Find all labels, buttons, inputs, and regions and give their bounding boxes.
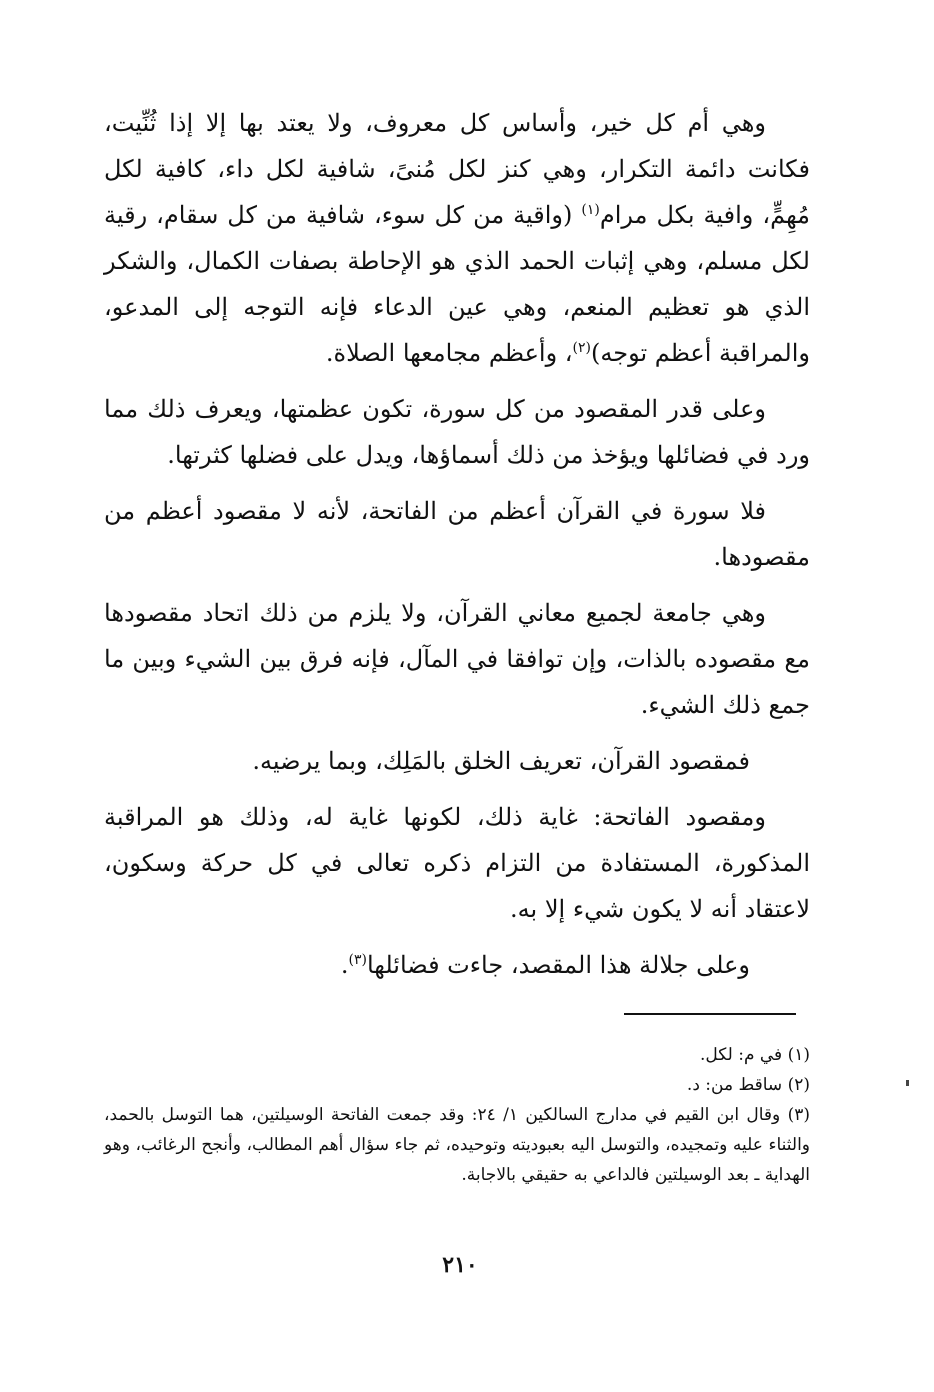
footnote-ref-2: (٢): [572, 340, 591, 356]
paragraph-7: [104, 942, 810, 988]
paragraph-6: ومقصود الفاتحة: غاية ذلك، لكونها غاية له، وذلك هو المراقبة المذكورة، المستفادة من التزام ذكره تعالى في كل حركة وسكون، لاعتقاد أنه لا يكون شيء إلا به.: [104, 803, 810, 923]
paragraph-5: فمقصود القرآن، تعريف الخلق بالمَلِك، وبما يرضيه.: [252, 747, 750, 775]
paragraph-1-part-1: وهي أم كل خير، وأساس كل معروف، ولا يعتد بها إلا إذا ثُنِّيت، فكانت دائمة التكرار، وهي كنز لكل مُنىً، شافية لكل داء، كافية لكل مُهِمٍّ، وافية بكل مرام: [104, 109, 810, 229]
footnote-1: [104, 1040, 810, 1070]
paragraph-3: فلا سورة في القرآن أعظم من الفاتحة، لأنه لا مقصود أعظم من مقصودها.: [104, 497, 810, 571]
footnote-2-text: ساقط من: د.: [686, 1075, 783, 1095]
paragraph-1-part-3: ، وأعظم مجامعها الصلاة.: [325, 339, 573, 367]
footnote-3-marker: (٣): [787, 1105, 811, 1125]
footnotes: [104, 1040, 810, 1190]
footnote-2-marker: (٢): [787, 1075, 810, 1095]
paragraph-7-text: وعلى جلالة هذا المقصد، جاءت فضائلها: [366, 951, 750, 979]
paragraph-1-part-2: (واقية من كل سوء، شافية من كل سقام، رقية لكل مسلم، وهي إثبات الحمد الذي هو الإحاطة بصفات الكمال، والشكر الذي هو تعظيم المنعم، وهي عين الدعاء فإنه التوجه إلى المدعو، والمراقبة أعظم توجه): [104, 201, 810, 367]
footnote-1-text: في م: لكل.: [699, 1045, 783, 1065]
main-text: [104, 100, 810, 998]
page-number: ٢١٠: [442, 1252, 478, 1278]
paragraph-2: وعلى قدر المقصود من كل سورة، تكون عظمتها، ويعرف ذلك مما ورد في فضائلها ويؤخذ من ذلك أسماؤها، ويدل على فضلها كثرتها.: [104, 395, 810, 469]
footnote-3-text: وقال ابن القيم في مدارج السالكين ١/ ٢٤: وقد جمعت الفاتحة الوسيلتين، هما التوسل بالحمد، والثناء عليه وتمجيده، والتوسل اليه بعبوديته وتوحيده، ثم جاء سؤال أهم المطالب، وأنجح الرغائب، وهو الهداية ـ بعد الوسيلتين فالداعي به حقيقي بالاجابة.: [104, 1105, 810, 1185]
footnote-separator: [624, 1013, 796, 1015]
paragraph-4: وهي جامعة لجميع معاني القرآن، ولا يلزم من ذلك اتحاد مقصودها مع مقصوده بالذات، وإن توافقا في المآل، فإنه فرق بين الشيء وبين ما جمع ذلك الشيء.: [104, 599, 810, 719]
footnote-3: [104, 1100, 810, 1190]
footnote-1-marker: (١): [787, 1045, 810, 1065]
footnote-ref-1: (١): [581, 202, 600, 218]
paragraph-7-end: .: [340, 951, 349, 979]
footnote-2: [104, 1070, 810, 1100]
paragraph-1: [104, 100, 810, 376]
ink-speck: [906, 1080, 909, 1086]
footnote-ref-3: (٣): [348, 952, 367, 968]
